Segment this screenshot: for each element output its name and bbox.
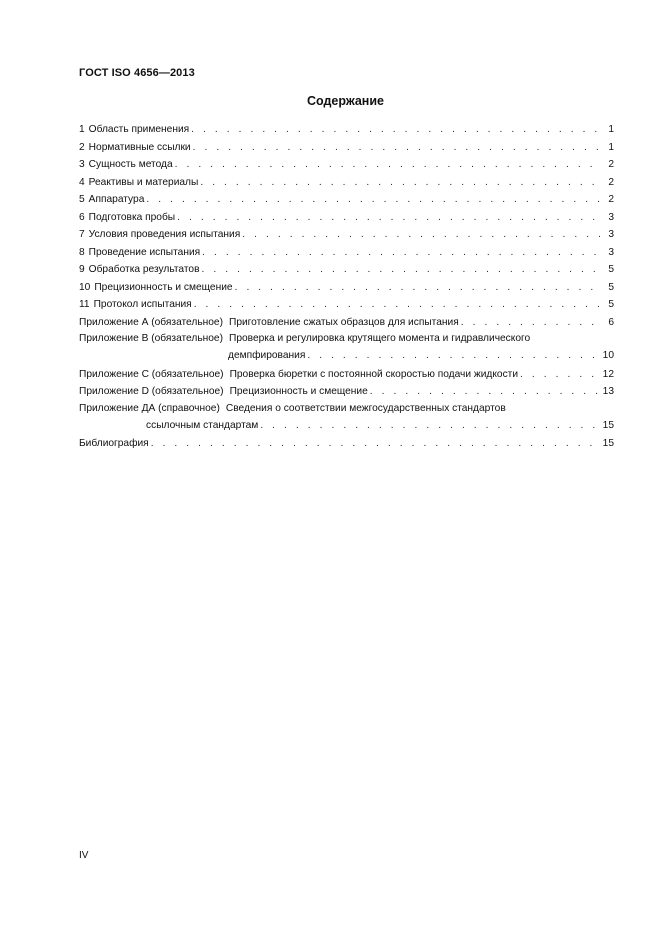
appendix-title: Проверка бюретки с постоянной скоростью подачи жидкости — [229, 368, 519, 380]
page-number: IV — [79, 850, 89, 861]
leader-dots — [200, 261, 603, 279]
leader-dots — [192, 296, 602, 314]
toc-entry-number: 8 — [79, 246, 85, 258]
toc-entry-6[interactable] — [79, 209, 614, 227]
toc-entry-label: Аппаратура — [88, 194, 145, 205]
toc-entry-11[interactable] — [79, 296, 614, 314]
toc-entry-label: Область применения — [88, 124, 190, 135]
toc-entry-2[interactable] — [79, 139, 614, 157]
toc-entry-10[interactable] — [79, 279, 614, 297]
toc-entry-label: Реактивы и материалы — [88, 176, 199, 188]
leader-dots — [175, 209, 602, 227]
appendix-title: Прецизионность и смещение — [229, 386, 368, 398]
toc-title: Содержание — [306, 94, 384, 108]
toc-entry-page: 2 — [608, 194, 614, 205]
appendix-line — [79, 401, 614, 417]
toc-entry-page: 1 — [608, 124, 614, 135]
leader-dots — [258, 417, 599, 435]
leader-dots — [305, 347, 599, 365]
toc-appendix-c[interactable] — [79, 366, 614, 384]
leader-dots — [149, 435, 600, 453]
document-code: ГОСТ ISO 4656—2013 — [79, 67, 195, 79]
appendix-title: Приготовление сжатых образцов для испытания — [229, 316, 459, 328]
toc-entry-page: 5 — [608, 299, 614, 310]
toc-entry-number: 7 — [79, 229, 85, 240]
toc-entry-7[interactable] — [79, 226, 614, 244]
appendix-prefix: Приложение D (обязательное) — [79, 386, 224, 398]
leader-dots — [459, 314, 602, 332]
appendix-line — [79, 331, 614, 347]
toc-appendix-b[interactable] — [79, 331, 614, 365]
leader-dots — [189, 121, 602, 139]
toc-entry-page: 5 — [608, 281, 614, 293]
appendix-title: Проверка и регулировка крутящего момента и гидравлического — [229, 333, 531, 344]
toc-entry-label: Библиография — [79, 438, 149, 450]
toc-entry-number: 3 — [79, 159, 85, 170]
toc-entry-label: Сущность метода — [88, 159, 173, 170]
appendix-line-continued — [228, 347, 614, 365]
toc-entry-number: 9 — [79, 264, 85, 275]
toc-entry-label: Прецизионность и смещение — [94, 281, 233, 293]
toc-entry-number: 5 — [79, 194, 85, 205]
toc-entry-page: 3 — [608, 246, 614, 258]
leader-dots — [191, 139, 602, 157]
leader-dots — [518, 366, 600, 384]
toc-entry-page: 3 — [608, 211, 614, 223]
appendix-line-continued — [146, 417, 614, 435]
toc-entry-page: 12 — [602, 368, 614, 380]
leader-dots — [200, 244, 602, 262]
toc-entry-4[interactable] — [79, 174, 614, 192]
toc-entry-number: 4 — [79, 176, 85, 188]
appendix-title-continued: ссылочным стандартам — [146, 419, 259, 431]
table-of-contents — [79, 121, 614, 453]
toc-entry-number: 11 — [79, 299, 90, 310]
toc-entry-8[interactable] — [79, 244, 614, 262]
toc-entry-page: 10 — [602, 350, 614, 362]
toc-entry-label: Обработка результатов — [88, 264, 200, 275]
toc-entry-number: 10 — [79, 281, 91, 293]
leader-dots — [173, 156, 602, 174]
toc-entry-label: Условия проведения испытания — [88, 229, 241, 240]
toc-entry-number: 6 — [79, 211, 85, 223]
toc-entry-1[interactable] — [79, 121, 614, 139]
toc-entry-label: Протокол испытания — [93, 299, 192, 310]
toc-entry-number: 1 — [79, 124, 85, 135]
toc-appendix-a[interactable] — [79, 314, 614, 332]
appendix-title-continued: демпфирования — [228, 350, 306, 362]
appendix-prefix: Приложение А (обязательное) — [79, 316, 223, 328]
toc-entry-page: 15 — [602, 419, 614, 431]
toc-entry-5[interactable] — [79, 191, 614, 209]
toc-entry-page: 13 — [602, 386, 614, 398]
appendix-prefix: Приложение ДА (справочное) — [79, 402, 220, 414]
toc-entry-page: 15 — [602, 438, 614, 450]
leader-dots — [144, 191, 602, 209]
appendix-prefix: Приложение С (обязательное) — [79, 368, 224, 380]
toc-entry-label: Проведение испытания — [88, 246, 201, 258]
toc-entry-page: 3 — [608, 229, 614, 240]
leader-dots — [368, 383, 600, 401]
toc-entry-number: 2 — [79, 141, 85, 153]
toc-bibliography[interactable] — [79, 435, 614, 453]
toc-entry-label: Нормативные ссылки — [88, 141, 191, 153]
leader-dots — [198, 174, 602, 192]
toc-appendix-d[interactable] — [79, 383, 614, 401]
appendix-title: Сведения о соответствии межгосударственных стандартов — [225, 402, 506, 414]
toc-appendix-da[interactable] — [79, 401, 614, 435]
toc-entry-page: 6 — [608, 316, 614, 328]
toc-entry-9[interactable] — [79, 261, 614, 279]
leader-dots — [233, 279, 602, 297]
toc-entry-page: 2 — [608, 176, 614, 188]
toc-entry-page: 5 — [608, 264, 614, 275]
appendix-prefix: Приложение В (обязательное) — [79, 333, 223, 344]
leader-dots — [240, 226, 602, 244]
toc-entry-label: Подготовка пробы — [88, 211, 176, 223]
toc-entry-page: 1 — [608, 141, 614, 153]
toc-entry-page: 2 — [608, 159, 614, 170]
toc-entry-3[interactable] — [79, 156, 614, 174]
